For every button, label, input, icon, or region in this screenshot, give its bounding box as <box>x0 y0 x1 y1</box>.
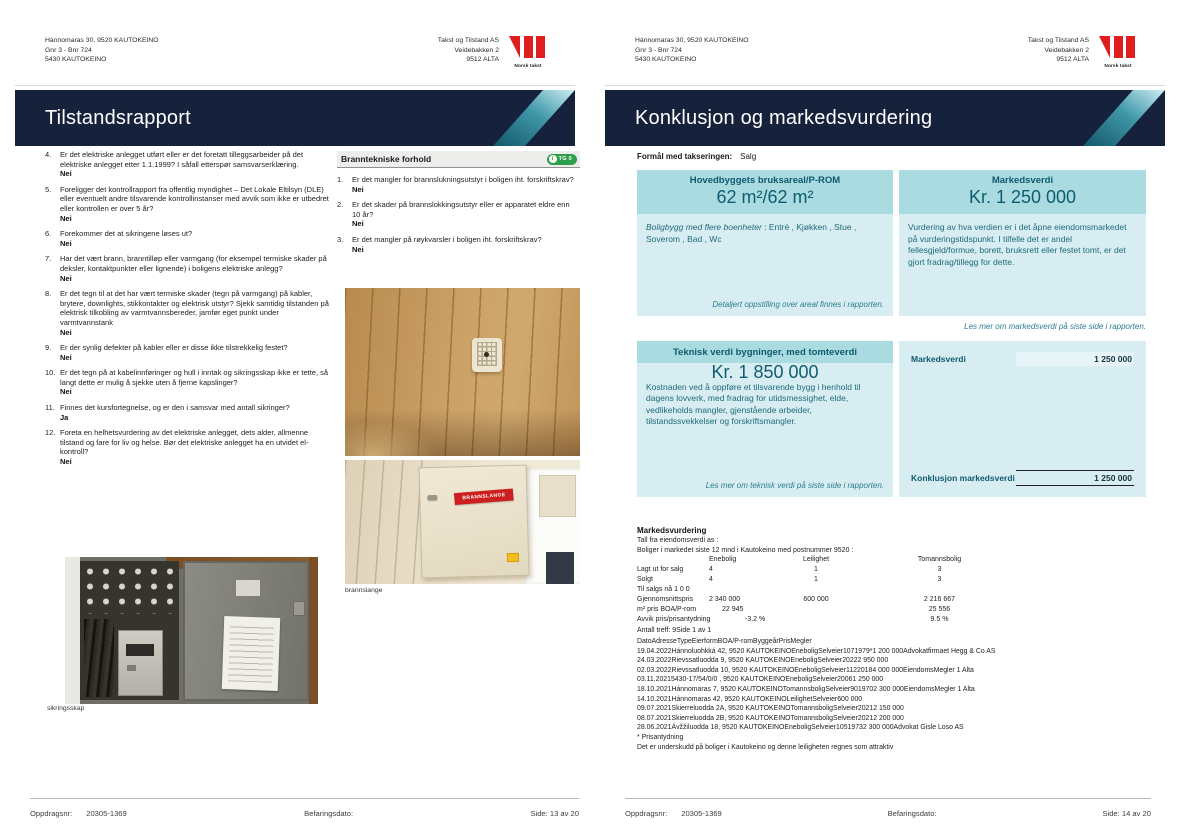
question-answer: Ja <box>60 412 69 422</box>
question-text: Er det tegn til at det har vært termiske skader (tegn på varmgang) på kabler, brytere, downlights, stikkontakter og elektrisk utstyr? Sjekk samtidig tilstanden på elektrisk tilkobling av varmtvannsbereder, jamfør eget punkt under varmtvannstank Nei <box>60 289 333 337</box>
purpose-value: Salg <box>740 152 757 161</box>
question-answer: Nei <box>352 219 364 229</box>
listing-line: Det er underskudd på boliger i Kautokeino og denne leiligheten regnes som attraktiv <box>637 743 894 751</box>
section-banner <box>15 90 575 146</box>
question-item <box>337 175 580 194</box>
listing-line: 02.03.2022Rievssatluodda 10, 9520 KAUTOKEINOEneboligSelveier11220184 000 000EiendomsMegler 1 Alta <box>637 666 974 674</box>
company-address <box>1028 36 1089 65</box>
question-answer: Nei <box>60 387 72 397</box>
question-number: 12. <box>45 428 56 438</box>
inspection-date-label: Befaringsdato: <box>887 809 937 818</box>
fire-section-header <box>337 151 580 168</box>
tg-badge <box>547 154 577 165</box>
property-address <box>635 36 749 65</box>
question-number: 1. <box>337 175 344 184</box>
market-value-row <box>911 352 1134 366</box>
page-number: Side: 13 av 20 <box>530 809 579 818</box>
question-number: 10. <box>45 368 56 378</box>
listing-line: 14.10.2021Hánnomaras 42, 9520 KAUTOKEINOLeilighetSelveier600 000 <box>637 695 863 703</box>
question-number: 2. <box>337 200 344 210</box>
listing-line: 18.10.2021Hánnomaras 7, 9520 KAUTOKEINOTomannsboligSelveier9019702 300 000EiendomsMegler 1 Alta <box>637 685 975 693</box>
market-description: Vurdering av hva verdien er i det åpne eiendomsmarkedet på vurderingstidspunkt. I tilfelle det er andel fellesgjeld/formue, borett, bruksrett eller festet tomt, er det gjort fradrag/tillegg for dette. <box>908 222 1127 267</box>
market-table-header <box>637 556 1142 566</box>
question-text: Foreta en helhetsvurdering av det elektriske anlegget, dets alder, allmenne tilstand og fare for liv og helse. Bør det elektriske anlegget ha en utvidet el-kontroll? Nei <box>60 428 333 466</box>
question-item <box>337 200 580 229</box>
company-line: 9512 ALTA <box>466 56 499 64</box>
norsk-takst-logo <box>1099 36 1137 69</box>
norsk-takst-logo <box>509 36 547 69</box>
technical-note: Les mer om teknisk verdi på siste side i rapporten. <box>705 480 884 490</box>
market-note: Les mer om markedsverdi på siste side i rapporten. <box>964 322 1146 331</box>
fuse-box-photo <box>65 557 318 704</box>
cabinet-frame <box>65 557 80 704</box>
question-item <box>45 289 333 337</box>
question-answer: Nei <box>60 352 72 362</box>
cupboard <box>539 475 576 517</box>
question-number: 8. <box>45 289 52 299</box>
chair <box>546 552 574 584</box>
listing-line: 09.07.2021Skierreluodda 2A, 9520 KAUTOKEINOTomannsboligSelveier20212 150 000 <box>637 705 904 713</box>
norsk-takst-mark-icon <box>509 36 547 58</box>
conclusion-value-row <box>911 470 1134 486</box>
area-box-body <box>637 214 893 316</box>
market-review <box>637 526 1142 752</box>
page-footer <box>30 798 579 818</box>
header-rule <box>605 85 1165 86</box>
door-latch <box>293 601 305 616</box>
info-icon: i <box>549 155 557 163</box>
company-address <box>438 36 499 65</box>
fire-questions-list <box>337 175 580 260</box>
question-answer: Nei <box>352 184 364 194</box>
meter-display <box>126 644 155 655</box>
area-description: Boligbygg med flere boenheter : Entré , Kjøkken , Stue , Soverom , Bad , Wc <box>646 222 857 244</box>
market-table-row: Solgt 4 1 3 <box>637 576 942 583</box>
question-item <box>45 229 333 248</box>
row-value: 1 250 000 <box>1016 352 1134 366</box>
column-header: Enebolig <box>709 556 737 563</box>
fuse-box-interior <box>80 561 179 699</box>
address-line: 5430 KAUTOKEINO <box>635 56 697 64</box>
question-text: Er det mangler på røykvarsler i boligen iht. forskriftskrav? Nei <box>352 235 580 254</box>
page-title: Konklusjon og markedsvurdering <box>635 106 933 129</box>
question-answer: Nei <box>60 238 72 248</box>
question-item <box>45 368 333 397</box>
question-answer: Nei <box>60 457 72 467</box>
question-number: 5. <box>45 184 52 194</box>
inspection-date-label: Befaringsdato: <box>304 809 354 818</box>
address-line: Gnr 3 - Bnr 724 <box>635 46 682 54</box>
market-review-title: Markedsvurdering <box>637 526 707 535</box>
question-number: 4. <box>45 150 52 159</box>
hose-cabinet <box>419 465 530 579</box>
question-number: 7. <box>45 254 52 264</box>
question-text: Foreligger det kontrollrapport fra offentlig myndighet – Det Lokale Eltilsyn (DLE) eller eventuelt andre tilsvarende kontrollinstanser med avvik som ikke er utbedret eller kontrollen er over 5 år? Nei <box>60 185 333 223</box>
listing-line: 08.07.2021Skierreluodda 2B, 9520 KAUTOKEINOTomannsboligSelveier20212 200 000 <box>637 714 904 722</box>
listing-line: DatoAdresseTypeEierformBOA/P-romByggeårPrisMegler <box>637 638 812 645</box>
technical-value: Kr. 1 850 000 <box>711 362 819 382</box>
photo-caption: brannslange <box>345 587 383 594</box>
question-text: Er det skader på brannslokkingsutstyr eller er apparatet eldre enn 10 år? Nei <box>352 200 580 229</box>
company-line: Veidebakken 2 <box>454 46 499 54</box>
smoke-detector <box>472 338 502 372</box>
page-footer <box>625 798 1151 818</box>
market-table-row: m² pris BOA/P-rom 22 945 25 556 <box>637 606 951 613</box>
market-table-row: Lagt ut for salg 4 1 3 <box>637 566 942 573</box>
question-item <box>45 150 333 179</box>
market-box-title: Markedsverdi <box>991 175 1054 186</box>
technical-value-box <box>637 341 893 497</box>
question-number: 6. <box>45 229 52 239</box>
area-value: 62 m²/62 m² <box>716 187 814 207</box>
question-text: Er det tegn på at kabelinnføringer og hull i inntak og sikringsskap ikke er tette, så langt dette er mulig å sjekke uten å fjerne kapslinger? Nei <box>60 368 333 397</box>
page-header <box>45 36 547 69</box>
page-title: Tilstandsrapport <box>45 106 191 129</box>
question-item <box>337 235 580 254</box>
wall-panels <box>345 460 430 584</box>
listing-line: 19.04.2022Hánnoluohkká 42, 9520 KAUTOKEINOEneboligSelveier1071979*1 200 000Advokatfirmaet Hegg & Co AS <box>637 647 996 655</box>
address-line: 5430 KAUTOKEINO <box>45 56 107 64</box>
question-item <box>45 185 333 223</box>
page-number: Side: 14 av 20 <box>1102 809 1151 818</box>
smoke-detector-photo <box>345 288 580 456</box>
question-text: Finnes det kursfortegnelse, og er den i samsvar med antall sikringer? Ja <box>60 403 333 422</box>
row-label: Markedsverdi <box>911 354 966 364</box>
question-number: 9. <box>45 343 52 353</box>
property-address <box>45 36 159 65</box>
electric-meter <box>118 630 163 696</box>
question-text: Er det mangler for brannslukningsutstyr i boligen iht. forskriftskrav? Nei <box>352 175 580 194</box>
appraisal-purpose <box>637 152 756 161</box>
question-item <box>45 343 333 362</box>
circuit-list-paper <box>222 616 280 691</box>
market-value: Kr. 1 250 000 <box>968 187 1077 207</box>
area-box-header <box>637 170 893 214</box>
report-page-13 <box>0 0 589 835</box>
company-line: 9512 ALTA <box>1056 56 1089 64</box>
area-box-title: Hovedbyggets bruksareal/P-ROM <box>689 175 841 186</box>
question-number: 11. <box>45 403 55 413</box>
company-line: Takst og Tilstand AS <box>1027 37 1089 44</box>
cabinet-label: BRANNSLANGE <box>454 489 514 506</box>
question-answer: Nei <box>60 327 72 337</box>
listing-line: 24.03.2022Rievssatluodda 9, 9520 KAUTOKEINOEneboligSelveier20222 950 000 <box>637 657 889 665</box>
market-box-header <box>899 170 1146 214</box>
listing-line: * Prisantydning <box>637 733 684 741</box>
logo-text: Norsk takst <box>1104 64 1132 69</box>
row-label: Konklusjon markedsverdi <box>911 473 1015 483</box>
question-text: Forekommer det at sikringene løses ut? Nei <box>60 229 333 248</box>
area-note: Detaljert oppstilling over areal finnes i rapporten. <box>712 299 884 309</box>
market-value-box <box>899 170 1146 316</box>
fuse-rows <box>82 564 177 614</box>
question-text: Er der synlig defekter på kabler eller er disse ikke tilstrekkelig festet? Nei <box>60 343 333 362</box>
question-text: Har det vært brann, branntilløp eller varmgang (for eksempel termiske skader på deksler, kontaktpunkter eller lignende) i boligens elektriske anlegg? Nei <box>60 254 333 283</box>
column-header: Leilighet <box>802 556 830 563</box>
question-item <box>45 403 333 422</box>
order-number: Oppdragsnr: 20305-1369 <box>625 809 722 818</box>
market-review-source: Tall fra eiendomsverdi as : <box>637 537 719 544</box>
section-banner <box>605 90 1165 146</box>
question-item <box>45 428 333 466</box>
question-answer: Nei <box>352 244 364 254</box>
cabinet-lock <box>428 495 438 500</box>
wood-wall <box>309 557 318 704</box>
comparable-sales-list <box>637 637 1142 752</box>
fire-hose-cabinet-photo <box>345 460 580 584</box>
address-line: Hánnomaras 30, 9520 KAUTOKEINO <box>635 37 749 44</box>
row-value: 1 250 000 <box>1016 470 1134 486</box>
report-page-14 <box>590 0 1179 835</box>
technical-box-header <box>637 341 893 363</box>
banner-accent-icon <box>465 90 575 146</box>
door-sticker <box>236 580 260 596</box>
company-line: Veidebakken 2 <box>1044 46 1089 54</box>
meter-button <box>127 665 136 671</box>
header-rule <box>15 85 575 86</box>
market-review-scope: Boliger i markedet siste 12 mnd i Kautokeino med postnummer 9520 : <box>637 547 854 554</box>
banner-accent-icon <box>1055 90 1165 146</box>
cables <box>84 619 114 696</box>
listing-line: 28.06.2021Ávžžiluodda 18, 9520 KAUTOKEINOEneboligSelveier10519732 300 000Advokat Gisle Loso AS <box>637 724 964 732</box>
tg-badge-label: TG 0 <box>558 156 572 162</box>
question-answer: Nei <box>60 273 72 283</box>
photo-caption: sikringsskap <box>47 705 85 712</box>
logo-text: Norsk takst <box>514 64 542 69</box>
technical-description: Kostnaden ved å oppføre et tilsvarende bygg i henhold til dagens lovverk, med fradrag for utidsmessighet, elde, vedlikeholds mangler, gjenstående arbeider, tilstandssvekkelser og forskriftsmangler. <box>646 381 861 426</box>
market-table-row: Til salgs nå 1 0 0 <box>637 586 690 593</box>
market-table-row: Gjennomsnittspris 2 340 000 600 000 2 216 667 <box>637 596 956 603</box>
question-item <box>45 254 333 283</box>
technical-box-title: Teknisk verdi bygninger, med tomteverdi <box>672 347 858 358</box>
order-number: Oppdragsnr: 20305-1369 <box>30 809 127 818</box>
area-box <box>637 170 893 316</box>
conclusion-box <box>899 341 1146 497</box>
address-line: Gnr 3 - Bnr 724 <box>45 46 92 54</box>
purpose-label: Formål med takseringen: <box>637 152 733 161</box>
listing-line: 03.11.20215430-17/54/0/0 , 9520 KAUTOKEINOEneboligSelveier20061 250 000 <box>637 676 884 684</box>
question-number: 3. <box>337 234 344 244</box>
page-header <box>635 36 1137 69</box>
market-table-row: Avvik pris/prisantydning -3.2 % 9.5 % <box>637 616 949 623</box>
question-answer: Nei <box>60 169 72 179</box>
fire-section-title: Branntekniske forhold <box>341 154 432 164</box>
cabinet-sticker <box>507 553 519 562</box>
question-answer: Nei <box>60 213 72 223</box>
technical-box-body <box>637 363 893 497</box>
column-header: Tomannsbolig <box>917 556 962 563</box>
cabinet-door <box>183 561 310 701</box>
company-line: Takst og Tilstand AS <box>437 37 499 44</box>
address-line: Hánnomaras 30, 9520 KAUTOKEINO <box>45 37 159 44</box>
question-text: Er det elektriske anlegget utført eller er det foretatt tilleggsarbeider på det elektriske anlegget etter 1.1.1999? I såfall etterspør samsvarserklæring. Nei <box>60 150 333 179</box>
market-hits: Antall treff: 9Side 1 av 1 <box>637 627 712 634</box>
market-box-body <box>899 214 1146 316</box>
norsk-takst-mark-icon <box>1099 36 1137 58</box>
electrical-questions-list <box>45 150 333 473</box>
